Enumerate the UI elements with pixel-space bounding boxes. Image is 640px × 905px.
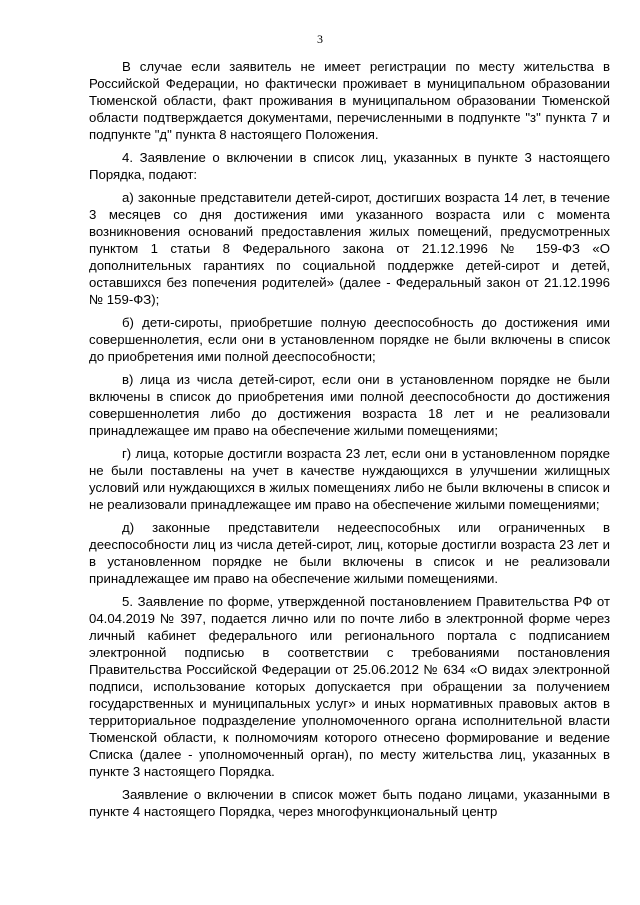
page-number: 3 <box>317 32 323 46</box>
paragraph-subitem-b: б) дети-сироты, приобретшие полную дееспособность до достижения ими совершеннолетия, если они в установленном порядке не были включены в список до приобретения ими полной дееспособности; <box>89 315 610 364</box>
paragraph-item-5: 5. Заявление по форме, утвержденной постановлением Правительства РФ от 04.04.2019 № 397, подается лично или по почте либо в электронной форме через личный кабинет федерального или регионального портала с подписанием электронной подписью в соответствии с требованиями постановления Правительства Российской Федерации от 25.06.2012 № 634 «О видах электронной подписи, использование которых допускается при обращении за получением государственных и муниципальных услуг» и иных нормативных правовых актов в территориальное подразделение уполномоченного органа исполнительной власти Тюменской области, к полномочиям которого отнесено формирование и ведение Списка (далее - уполномоченный орган), по месту жительства лиц, указанных в пункте 3 настоящего Порядка. <box>89 594 610 779</box>
paragraph-subitem-g: г) лица, которые достигли возраста 23 лет, если они в установленном порядке не были поставлены на учет в качестве нуждающихся в улучшении жилищных условий или нуждающихся в жилых помещениях либо не были включены в список и не реализовали принадлежащее им право на обеспечение жилыми помещениями; <box>89 446 610 512</box>
paragraph-subitem-v: в) лица из числа детей-сирот, если они в установленном порядке не были включены в список до приобретения ими полной дееспособности до достижения совершеннолетия либо до достижения возраста 18 лет и не реализовали принадлежащее им право на обеспечение жилыми помещениями; <box>89 372 610 438</box>
paragraph-mfc-submission: Заявление о включении в список может быть подано лицами, указанными в пункте 4 настоящего Порядка, через многофункциональный центр <box>89 787 610 819</box>
paragraph-item-4: 4. Заявление о включении в список лиц, указанных в пункте 3 настоящего Порядка, подают: <box>89 150 610 182</box>
document-body <box>89 58 610 820</box>
paragraph-subitem-a: а) законные представители детей-сирот, достигших возраста 14 лет, в течение 3 месяцев со дня достижения ими указанного возраста или с момента возникновения оснований предоставления жилых помещений, предусмотренных пунктом 1 статьи 8 Федерального закона от 21.12.1996 № 159-ФЗ «О дополнительных гарантиях по социальной поддержке детей-сирот и детей, оставшихся без попечения родителей» (далее - Федеральный закон от 21.12.1996 № 159-ФЗ); <box>89 190 610 307</box>
paragraph-subitem-d: д) законные представители недееспособных или ограниченных в дееспособности лиц из числа детей-сирот, лиц, которые достигли возраста 23 лет и в установленном порядке не были включены в список и не реализовали принадлежащее им право на обеспечение жилыми помещениями. <box>89 520 610 586</box>
paragraph-residence-proof: В случае если заявитель не имеет регистрации по месту жительства в Российской Федерации, но фактически проживает в муниципальном образовании Тюменской области, факт проживания в муниципальном образовании Тюменской области подтверждается документами, перечисленными в подпункте "з" пункта 7 и подпункте "д" пункта 8 настоящего Положения. <box>89 59 610 142</box>
